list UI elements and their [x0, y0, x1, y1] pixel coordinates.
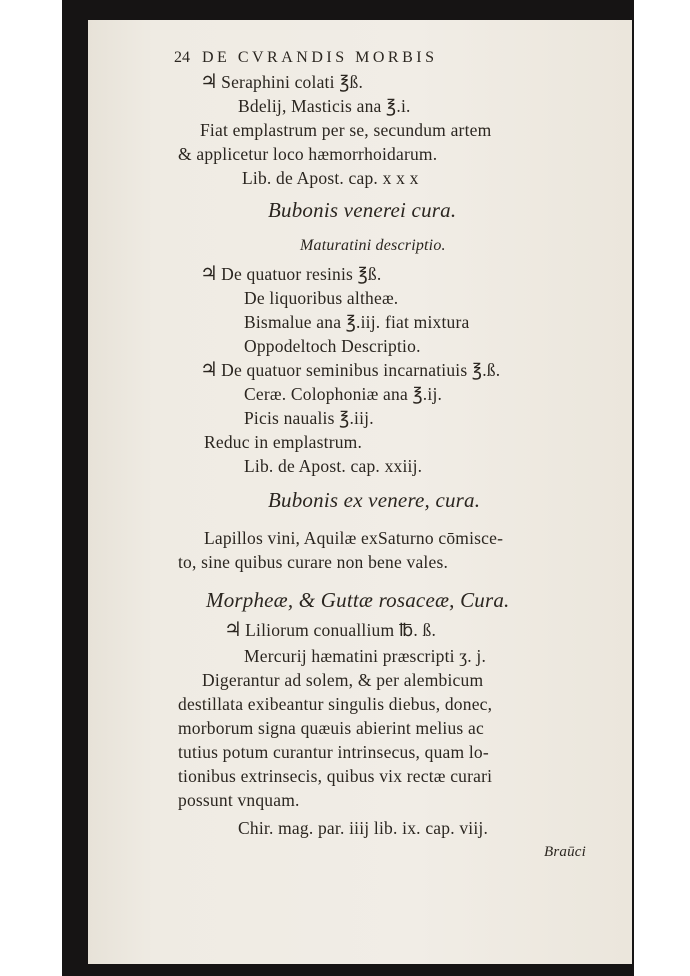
- section-title: Morpheæ, & Guttæ rosaceæ, Cura.: [206, 588, 510, 612]
- line-text: Liliorum conuallium ℔. ß.: [245, 620, 437, 640]
- running-title: DE CVRANDIS MORBIS: [202, 49, 438, 66]
- running-head: [174, 48, 437, 68]
- reference-line: Lib. de Apost. cap. xxiij.: [244, 456, 423, 476]
- text-line: Reduc in emplastrum.: [204, 432, 363, 452]
- text-line: to, sine quibus curare non bene vales.: [178, 552, 449, 572]
- recipe-line: [200, 72, 363, 92]
- recipe-symbol: ♃: [200, 359, 219, 381]
- text-line: Fiat emplastrum per se, secundum artem: [200, 120, 492, 140]
- page-number: 24: [174, 49, 190, 66]
- line-text: De quatuor seminibus incarnatiuis ℥.ß.: [221, 360, 501, 380]
- recipe-line: Picis naualis ℥.iij.: [244, 408, 374, 428]
- reference-line: Lib. de Apost. cap. x x x: [242, 168, 419, 188]
- recipe-line: [224, 620, 436, 640]
- recipe-line: Oppodeltoch Descriptio.: [244, 336, 421, 356]
- recipe-symbol: ♃: [200, 263, 219, 285]
- recipe-line: De liquoribus altheæ.: [244, 288, 399, 308]
- reference-line: Chir. mag. par. iiij lib. ix. cap. viij.: [238, 818, 489, 838]
- recipe-line: Bismalue ana ℥.iij. fiat mixtura: [244, 312, 470, 332]
- text-line: destillata exibeantur singulis diebus, donec,: [178, 694, 493, 714]
- section-title: Bubonis venerei cura.: [268, 198, 457, 222]
- text-line: tionibus extrinsecis, quibus vix rectæ curari: [178, 766, 493, 786]
- recipe-line: Ceræ. Colophoniæ ana ℥.ij.: [244, 384, 443, 404]
- recipe-line: [200, 360, 500, 380]
- recipe-line: Bdelij, Masticis ana ℥.i.: [238, 96, 411, 116]
- text-line: morborum signa quæuis abierint melius ac: [178, 718, 484, 738]
- recipe-line: Mercurij hæmatini præscripti ʒ. j.: [244, 646, 487, 666]
- text-line: possunt vnquam.: [178, 790, 300, 810]
- catchword: Braūci: [544, 844, 587, 860]
- recipe-symbol: ♃: [224, 619, 243, 641]
- text-line: Lapillos vini, Aquilæ exSaturno cōmisce-: [204, 528, 504, 548]
- section-title: Bubonis ex venere, cura.: [268, 488, 481, 512]
- text-line: tutius potum curantur intrinsecus, quam lo-: [178, 742, 489, 762]
- book-page: [88, 20, 632, 964]
- text-line: & applicetur loco hæmorrhoidarum.: [178, 144, 438, 164]
- recipe-line: [200, 264, 381, 284]
- line-text: Seraphini colati ℥ß.: [221, 72, 364, 92]
- text-line: Digerantur ad solem, & per alembicum: [202, 670, 484, 690]
- subsection-title: Maturatini descriptio.: [300, 237, 446, 254]
- line-text: De quatuor resinis ℥ß.: [221, 264, 382, 284]
- recipe-symbol: ♃: [200, 71, 219, 93]
